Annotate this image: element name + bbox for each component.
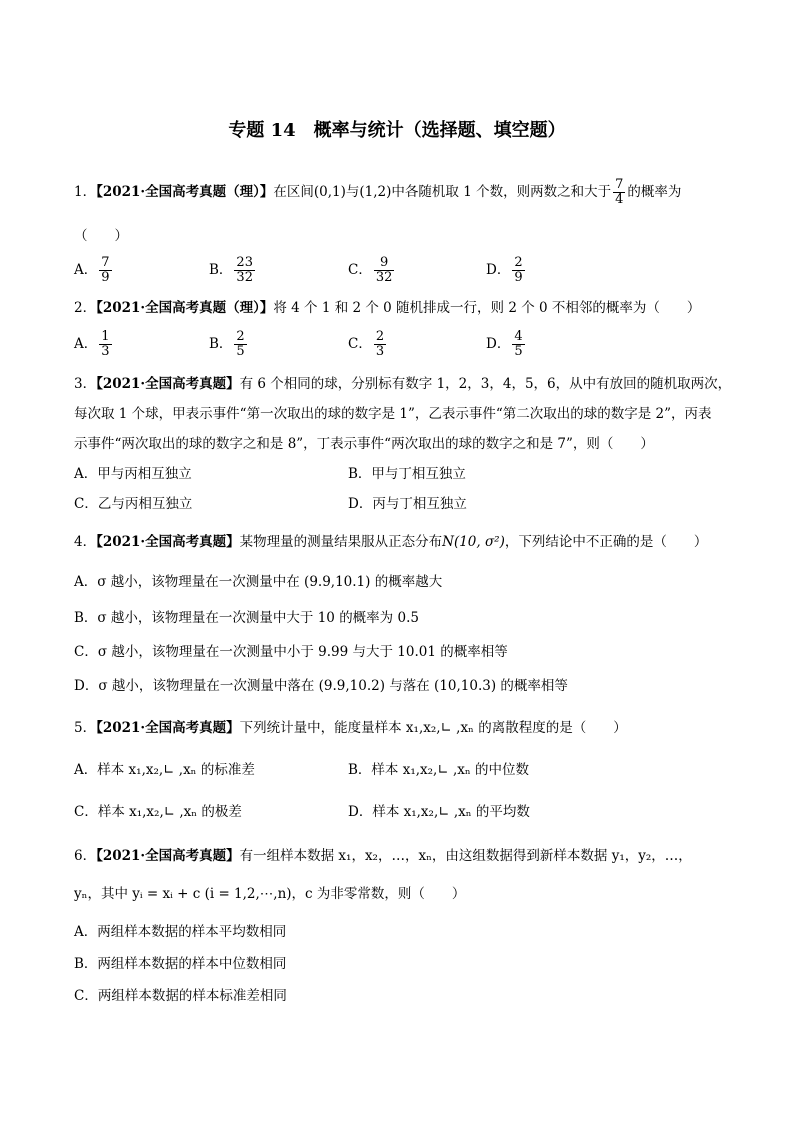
q3-option-a: A．甲与丙相互独立 (74, 466, 192, 482)
q4-distribution: N(10, σ²) (442, 534, 505, 550)
q3-option-b: B．甲与丁相互独立 (348, 466, 466, 482)
q2-source-tag: 【2021·全国高考真题（理）】 (96, 300, 274, 316)
question-5: 5．【2021·全国高考真题】下列统计量中，能度量样本 x₁,x₂,∟ ,xₙ 的离散程度的是（ ） (74, 720, 627, 736)
q1-paren: （ ） (74, 228, 128, 244)
q6-source-tag: 【2021·全国高考真题】 (96, 848, 240, 864)
q5-option-a: A．样本 x₁,x₂,∟ ,xₙ 的标准差 (74, 762, 255, 778)
question-6: 6．【2021·全国高考真题】有一组样本数据 x₁，x₂，…，xₙ，由这组数据得到新样本数据 y₁，y₂，…， (74, 848, 692, 864)
q1-text-b: 与 (345, 184, 360, 200)
q1-number: 1． (74, 184, 97, 200)
q1-interval-2: (1,2) (359, 184, 392, 200)
q3-line-1: 有 6 个相同的球，分别标有数字 1，2，3，4，5，6，从中有放回的随机取两次， (239, 376, 732, 392)
question-1 (74, 178, 681, 207)
q2-option-b: B． $\frac{2}{5}$ (209, 329, 245, 359)
q3-source-tag: 【2021·全国高考真题】 (96, 376, 240, 392)
q4-option-c: C．σ 越小，该物理量在一次测量中小于 9.99 与大于 10.01 的概率相等 (74, 644, 508, 660)
q3-line-3: 示事件“两次取出的球的数字之和是 8”，丁表示事件“两次取出的球的数字之和是 7”，则（ ） (74, 436, 654, 452)
q1-option-c: C． $\frac{9}{32}$ (348, 255, 393, 285)
q3-line-2: 每次取 1 个球，甲表示事件“第一次取出的球的数字是 1”，乙表示事件“第二次取出的球的数字是 2”，丙表 (74, 406, 712, 422)
q5-text: 下列统计量中，能度量样本 x₁,x₂,∟ ,xₙ 的离散程度的是（ ） (239, 720, 627, 736)
q1-text-d: 的概率为 (627, 184, 682, 200)
q2-text: 将 4 个 1 和 2 个 0 随机排成一行，则 2 个 0 不相邻的概率为（ ） (273, 300, 701, 316)
q1-option-b: B． $\frac{23}{32}$ (209, 255, 253, 285)
q1-option-d: D． $\frac{2}{9}$ (486, 255, 523, 285)
question-2: 2．【2021·全国高考真题（理）】将 4 个 1 和 2 个 0 随机排成一行，则 2 个 0 不相邻的概率为（ ） (74, 300, 701, 316)
question-4: 4．【2021·全国高考真题】某物理量的测量结果服从正态分布N(10, σ²)，下列结论中不正确的是（ ） (74, 534, 708, 550)
q6-option-c: C．两组样本数据的样本标准差相同 (74, 988, 287, 1004)
q1-source-tag: 【2021·全国高考真题（理）】 (96, 184, 274, 200)
q5-source-tag: 【2021·全国高考真题】 (96, 720, 240, 736)
q4-option-b: B．σ 越小，该物理量在一次测量中大于 10 的概率为 0.5 (74, 610, 419, 626)
q4-option-a: A．σ 越小，该物理量在一次测量中在 (9.9,10.1) 的概率越大 (74, 574, 443, 590)
q4-text-a: 某物理量的测量结果服从正态分布 (239, 534, 443, 550)
q6-line-1: 有一组样本数据 x₁，x₂，…，xₙ，由这组数据得到新样本数据 y₁，y₂，…， (239, 848, 692, 864)
q1-fraction: $\frac{7}{4}$ (615, 177, 624, 207)
q2-option-c: C． $\frac{2}{3}$ (348, 329, 385, 359)
q2-option-a: A． $\frac{1}{3}$ (74, 329, 110, 359)
q6-line-2: yₙ，其中 yᵢ = xᵢ + c (i = 1,2,⋯,n)，c 为非零常数，则（ ） (74, 886, 466, 902)
q4-text-b: ，下列结论中不正确的是（ ） (504, 534, 708, 550)
q1-option-a: A． $\frac{7}{9}$ (74, 255, 110, 285)
q5-option-c: C．样本 x₁,x₂,∟ ,xₙ 的极差 (74, 804, 242, 820)
q3-option-c: C．乙与丙相互独立 (74, 496, 193, 512)
q4-source-tag: 【2021·全国高考真题】 (96, 534, 240, 550)
q3-option-d: D．丙与丁相互独立 (348, 496, 467, 512)
q5-option-b: B．样本 x₁,x₂,∟ ,xₙ 的中位数 (348, 762, 529, 778)
page-title: 专题 14 概率与统计（选择题、填空题） (228, 120, 566, 141)
q1-text-c: 中各随机取 1 个数，则两数之和大于 (391, 184, 612, 200)
q1-text-a: 在区间 (273, 184, 314, 200)
q1-interval-1: (0,1) (313, 184, 346, 200)
question-3: 3．【2021·全国高考真题】有 6 个相同的球，分别标有数字 1，2，3，4，5，6，从中有放回的随机取两次， (74, 376, 732, 392)
q4-option-d: D．σ 越小，该物理量在一次测量中落在 (9.9,10.2) 与落在 (10,10.3) 的概率相等 (74, 678, 568, 694)
q6-option-b: B．两组样本数据的样本中位数相同 (74, 956, 287, 972)
q2-option-d: D． $\frac{4}{5}$ (486, 329, 523, 359)
q6-option-a: A．两组样本数据的样本平均数相同 (74, 924, 287, 940)
q5-option-d: D．样本 x₁,x₂,∟ ,xₙ 的平均数 (348, 804, 530, 820)
